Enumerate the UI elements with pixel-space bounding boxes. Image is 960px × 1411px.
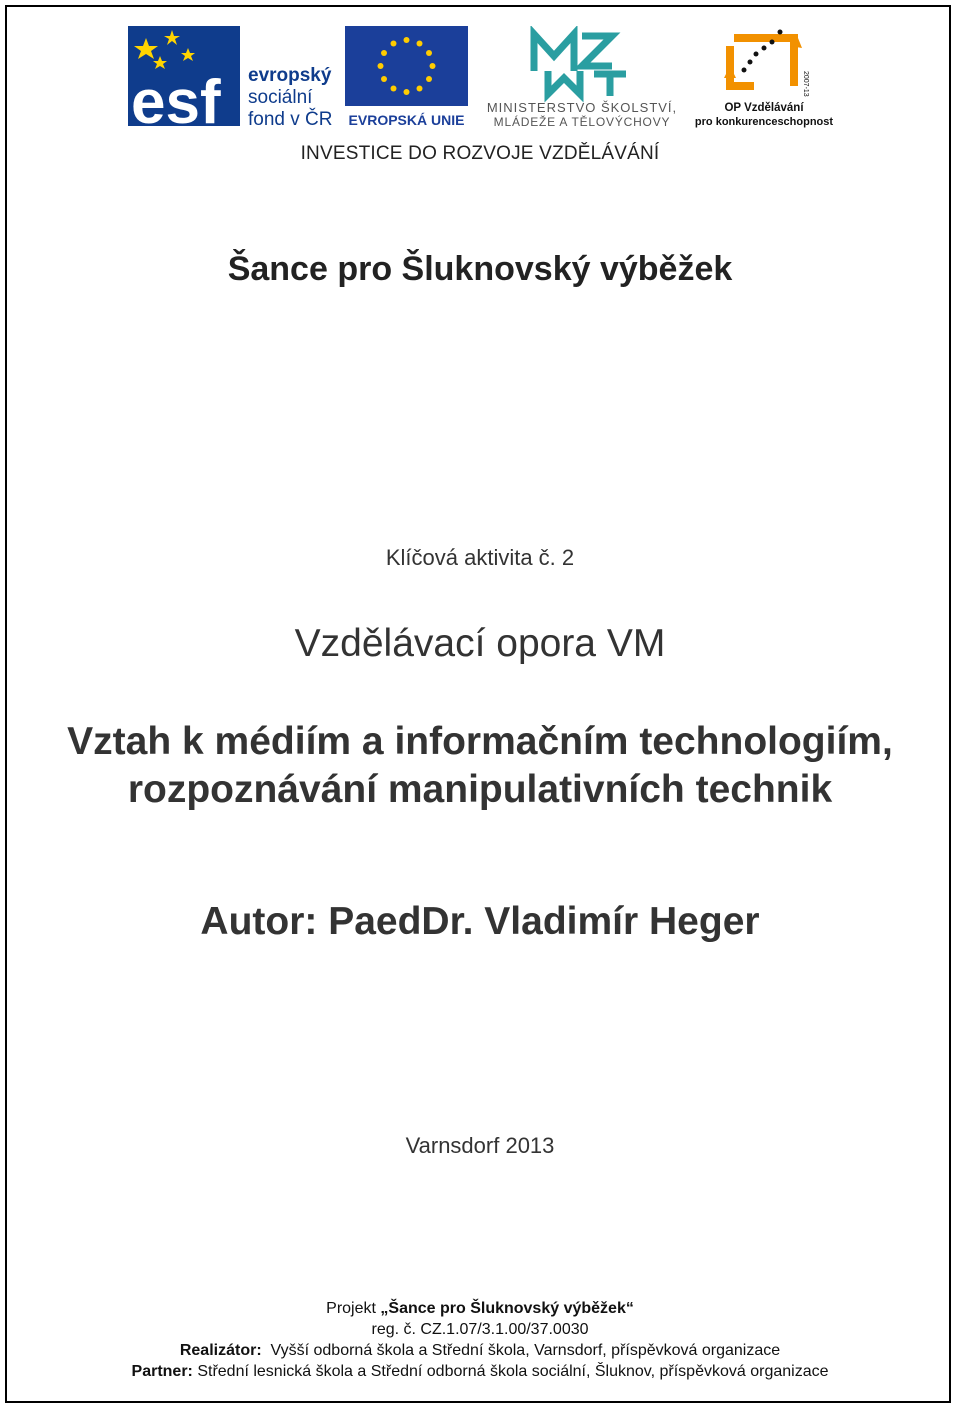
- op-emblem-icon: [724, 30, 809, 97]
- op-vk-logo: [694, 26, 834, 128]
- key-activity: Klíčová aktivita č. 2: [385, 545, 575, 570]
- topic-line-1: Vztah k médiím a informačním technologiím,: [67, 720, 893, 763]
- footer-realizator: [0, 1340, 960, 1361]
- place-year: Varnsdorf 2013: [405, 1133, 555, 1158]
- document-title: Šance pro Šluknovský výběžek: [227, 250, 733, 288]
- msmt-emblem-icon: [534, 34, 626, 96]
- op-line1: OP Vzdělávání: [724, 102, 804, 114]
- project-name: „Šance pro Šluknovský výběžek“: [380, 1300, 634, 1317]
- project-prefix: Projekt: [326, 1300, 381, 1317]
- footer-reg: reg. č. CZ.1.07/3.1.00/37.0030: [371, 1321, 589, 1338]
- op-years: 2007-13: [802, 71, 809, 97]
- support-type: Vzdělávací opora VM: [294, 622, 666, 665]
- partner-label: Partner:: [131, 1363, 193, 1380]
- eu-caption: EVROPSKÁ UNIE: [348, 112, 465, 128]
- page-border: [5, 5, 951, 1403]
- topic-line-2: rozpoznávání manipulativních technik: [127, 768, 833, 811]
- realizator-label: Realizátor:: [179, 1342, 262, 1359]
- eu-logo: [345, 26, 468, 128]
- msmt-logo: [476, 26, 688, 128]
- esf-line1: evropský: [248, 65, 332, 86]
- msmt-line2: MLÁDEŽE A TĚLOVÝCHOVY: [493, 115, 671, 128]
- partner-text: Střední lesnická škola a Střední odborná škola sociální, Šluknov, příspěvková organizace: [192, 1363, 829, 1380]
- esf-wordmark: esf: [131, 68, 221, 128]
- esf-logo: [128, 26, 338, 128]
- msmt-line1: MINISTERSTVO ŠKOLSTVÍ,: [486, 100, 678, 115]
- footer-partner: [0, 1361, 960, 1382]
- author: Autor: PaedDr. Vladimír Heger: [200, 900, 760, 943]
- footer-project: [0, 1298, 960, 1319]
- investice-tagline: INVESTICE DO ROZVOJE VZDĚLÁVÁNÍ: [300, 143, 660, 164]
- esf-line3: fond v ČR: [248, 109, 333, 128]
- realizator-text: Vyšší odborná škola a Střední škola, Varnsdorf, příspěvková organizace: [261, 1342, 781, 1359]
- topic-heading: [0, 718, 960, 814]
- logo-bar: [0, 0, 960, 175]
- op-line2: pro konkurenceschopnost: [694, 116, 834, 128]
- esf-line2: sociální: [248, 87, 313, 108]
